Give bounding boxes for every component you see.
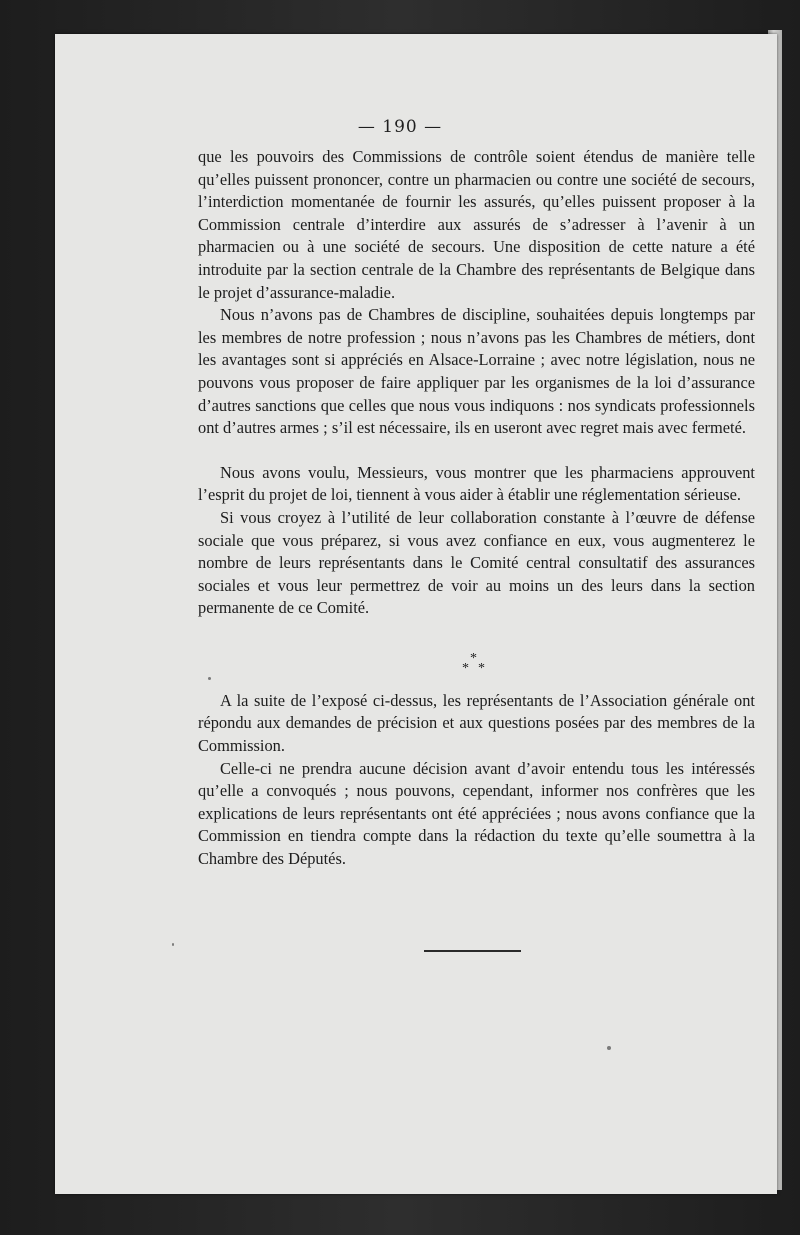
paragraph-2: Nous n’avons pas de Chambres de discipline, souhaitées depuis longtemps par les membres de notre profession ; nous n’avons pas les Chambres de métiers, dont les avantages sont si appréciés en Alsace-Lorraine ; avec notre législation, nous ne pouvons vous proposer de faire appliquer par les organismes de la loi d’assurance d’autres sanctions que celles que nous vous indiquons : nos syndicats professionnels ont d’autres armes ; s’il est nécessaire, ils en useront avec regret mais avec fermeté. (198, 305, 755, 438)
paragraph-gap (198, 440, 755, 462)
asterism-star-right: * (478, 660, 485, 676)
paragraph-3: Nous avons voulu, Messieurs, vous montrer que les pharmaciens approuvent l’esprit du projet de loi, tiennent à vous aider à établir une réglementation sérieuse. (198, 462, 755, 505)
asterism-star-top: * (470, 650, 477, 666)
paragraph-4: Si vous croyez à l’utilité de leur collaboration constante à l’œuvre de défense sociale que vous préparez, si vous avez confiance en eux, vous augmenterez le nombre de leurs représentants dans le Comité central consultatif des assurances sociales et vous leur permettrez de voir au moins un des leurs dans la section permanente de ce Comité. (198, 507, 755, 618)
closing-rule (424, 950, 521, 952)
body-text (198, 146, 755, 871)
asterism-separator (198, 620, 755, 690)
page-number: — 190 — (357, 117, 443, 137)
ink-speck (607, 1046, 611, 1050)
paragraph-6: Celle-ci ne prendra aucune décision avant d’avoir entendu tous les intéressés qu’elle a convoqués ; nous pouvons, cependant, informer nos confrères que les explications de leurs représentants ont été appréciées ; nous avons confiance que la Commission en tiendra compte dans la rédaction du texte qu’elle soumettra à la Chambre des Députés. (198, 758, 755, 869)
ink-speck (208, 677, 211, 680)
asterism-star-left: * (462, 660, 469, 676)
paragraph-1: que les pouvoirs des Commissions de contrôle soient étendus de manière telle qu’elles puissent prononcer, contre un pharmacien ou contre une société de secours, l’interdiction momentanée de fournir les assurés, qu’elles puissent proposer à la Commission centrale d’interdire aux assurés de s’adresser à l’avenir à un pharmacien ou à une société de secours. Une disposition de cette nature a été introduite par la section centrale de la Chambre des représentants de Belgique dans le projet d’assurance-maladie. (198, 147, 755, 302)
paragraph-5: A la suite de l’exposé ci-dessus, les représentants de l’Association générale ont répondu aux demandes de précision et aux questions posées par des membres de la Commission. (198, 690, 755, 756)
ink-speck (172, 943, 174, 946)
